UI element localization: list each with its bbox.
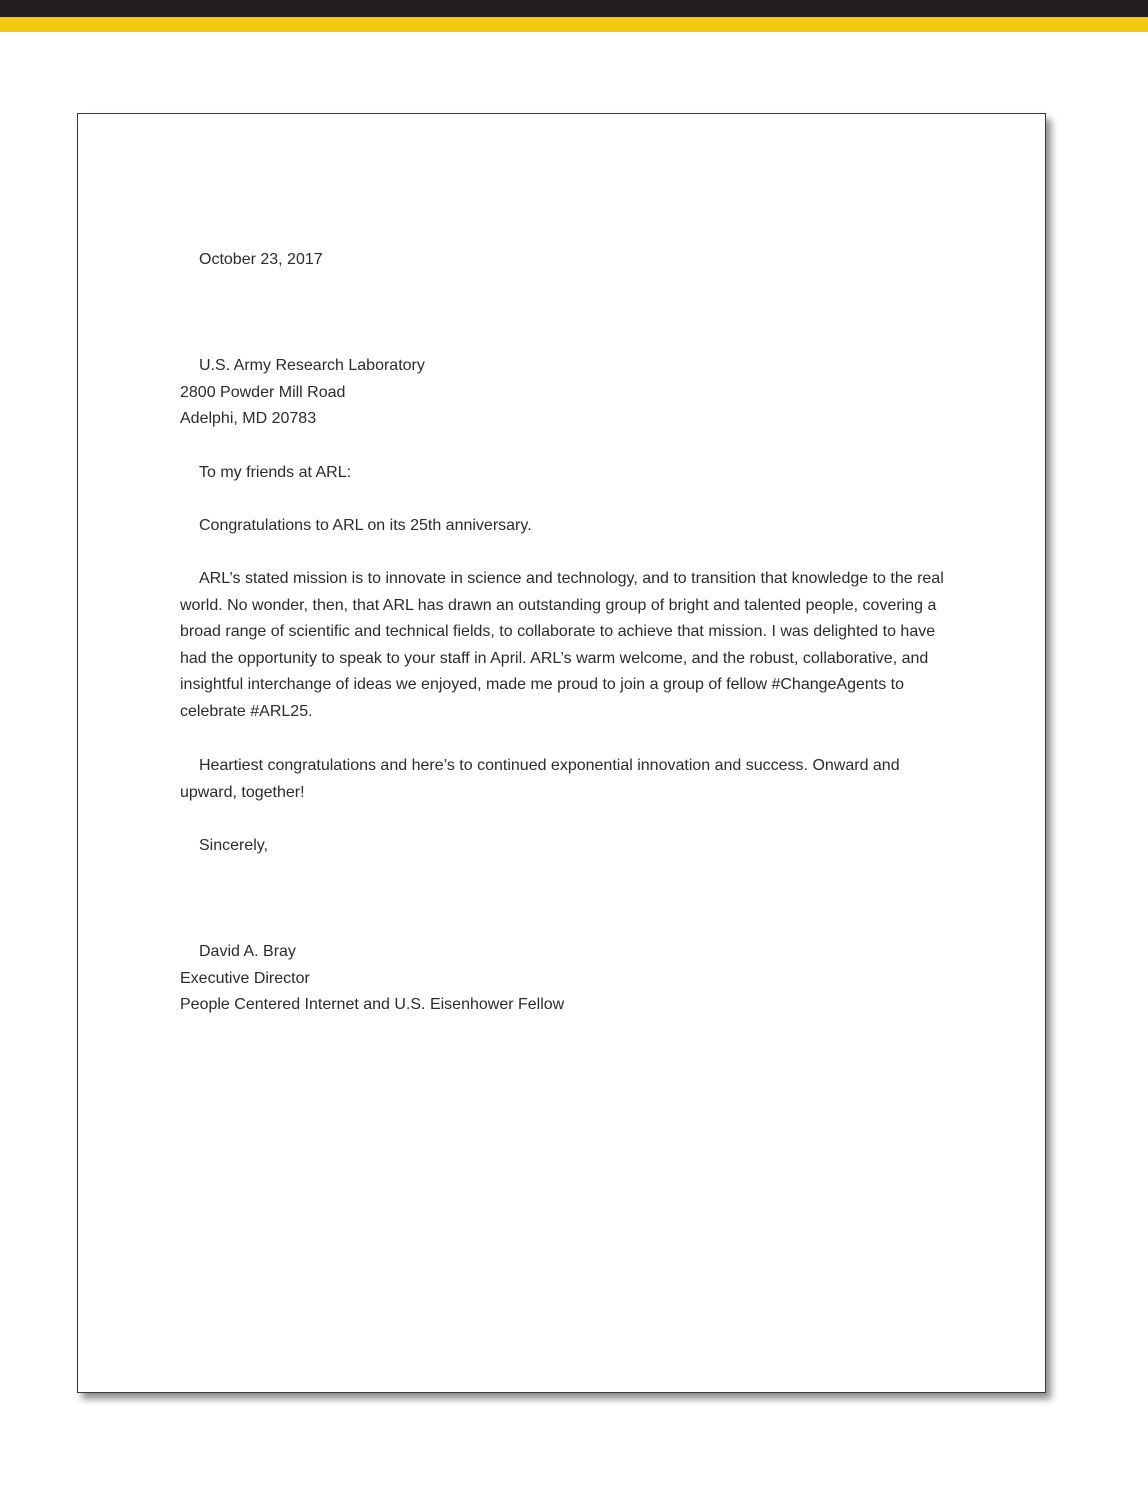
header-dark-band	[0, 0, 1148, 17]
signature-affiliation: People Centered Internet and U.S. Eisenhower Fellow	[180, 996, 565, 1013]
recipient-organization: U.S. Army Research Laboratory	[199, 357, 425, 374]
signature-title: Executive Director	[180, 970, 310, 987]
recipient-street: 2800 Powder Mill Road	[180, 384, 346, 401]
letter-date: October 23, 2017	[199, 251, 323, 268]
paragraph-mission: ARL’s stated mission is to innovate in science and technology, and to transition that knowledge to the real world. No wonder, then, that ARL has drawn an outstanding group of bright and talented people, covering a broad range of scientific and technical fields, to collaborate to achieve that mission. I was delighted to have had the opportunity to speak to your staff in April. ARL’s warm welcome, and the robust, collaborative, and insightful interchange of ideas we enjoyed, made me proud to join a group of fellow #ChangeAgents to celebrate #ARL25.	[180, 570, 944, 720]
recipient-city-state-zip: Adelphi, MD 20783	[180, 410, 317, 427]
paragraph-closing-wishes: Heartiest congratulations and here’s to continued exponential innovation and success. Onward and upward, together!	[180, 757, 900, 801]
signature-name: David A. Bray	[199, 943, 296, 960]
closing: Sincerely,	[199, 837, 269, 854]
letter-page	[77, 113, 1046, 1393]
header-gold-band	[0, 17, 1148, 32]
paragraph-congratulations: Congratulations to ARL on its 25th anniversary.	[199, 517, 532, 534]
salutation: To my friends at ARL:	[199, 464, 352, 481]
